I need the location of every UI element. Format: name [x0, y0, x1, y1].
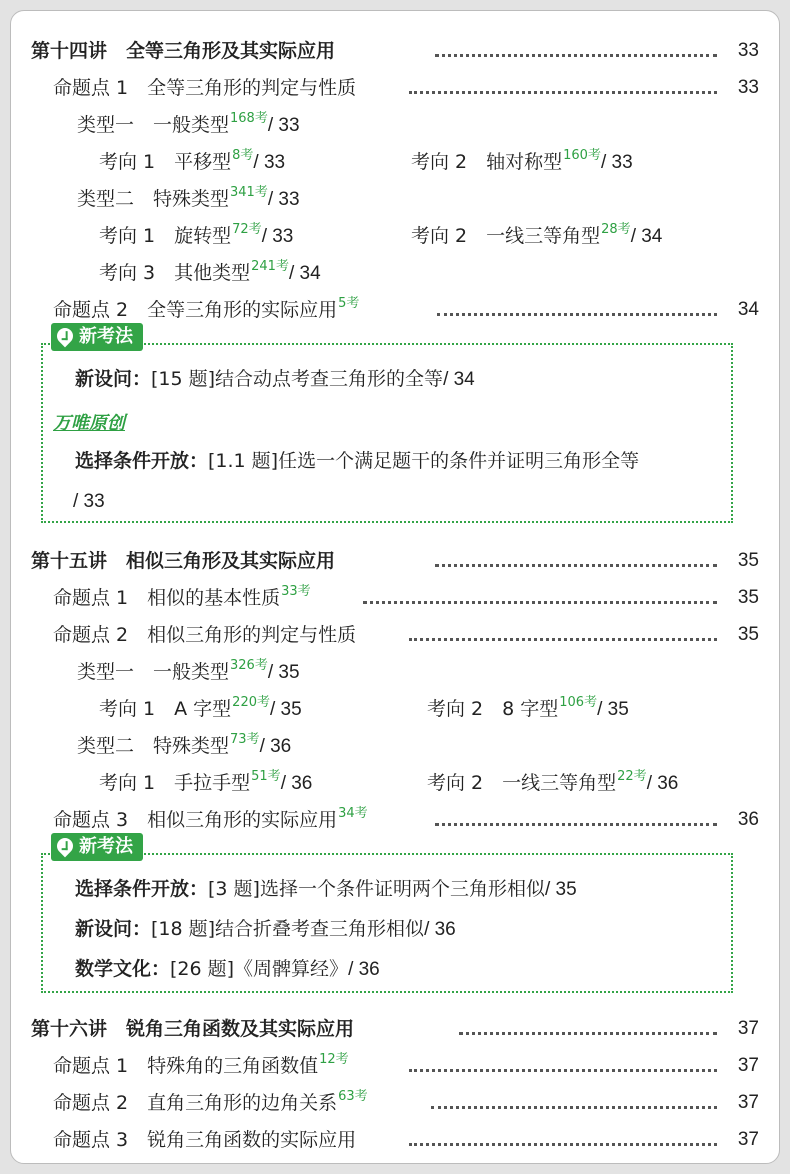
shield-check-icon [54, 325, 77, 348]
dot-leader [431, 1106, 717, 1109]
new-method-item[interactable] [75, 917, 456, 942]
page-ref: / 33 [73, 491, 105, 512]
page-ref: / 36 [348, 959, 380, 980]
toc-page [10, 10, 780, 1164]
ch16-point-2-row[interactable] [11, 1087, 781, 1121]
exam-count: 51考 [251, 769, 281, 784]
direction-label: 考向 1 手拉手型 [99, 772, 251, 794]
chapter-16-title: 第十六讲 锐角三角函数及其实际应用 [31, 1018, 355, 1040]
page-ref: / 36 [280, 773, 313, 794]
exam-count: 168考 [230, 111, 268, 126]
dot-leader [435, 564, 717, 567]
dot-leader [459, 1032, 717, 1035]
direction-label: 考向 2 一线三等角型 [427, 772, 617, 794]
ch14-point-1-row[interactable] [11, 72, 781, 106]
page-ref: / 35 [544, 879, 577, 900]
type-label: 类型二 特殊类型 [77, 735, 230, 757]
page-ref: / 36 [259, 736, 292, 757]
point-label: 命题点 1 特殊角的三角函数值 [53, 1055, 319, 1077]
tab-label: 新考法 [79, 326, 133, 347]
point-label: 命题点 2 相似三角形的判定与性质 [53, 624, 357, 646]
page-ref: / 33 [261, 226, 294, 247]
exam-count: 28考 [601, 222, 631, 237]
ch16-point-1-row[interactable] [11, 1050, 781, 1084]
exam-count: 73考 [230, 732, 260, 747]
chapter-14-title: 第十四讲 全等三角形及其实际应用 [31, 40, 336, 62]
item-key: 新设问： [75, 368, 152, 390]
exam-count: 5考 [338, 296, 360, 311]
page-number: 33 [737, 77, 759, 98]
item-key: 选择条件开放： [75, 878, 209, 900]
exam-count: 33考 [281, 584, 311, 599]
page-number: 35 [737, 587, 759, 608]
direction-label: 考向 1 平移型 [99, 151, 232, 173]
page-ref: / 33 [267, 115, 300, 136]
new-method-item[interactable] [75, 957, 380, 982]
page-ref: / 34 [630, 226, 663, 247]
page-number: 35 [737, 550, 759, 571]
page-number: 37 [737, 1129, 759, 1150]
original-content-label: 万唯原创 [53, 413, 125, 434]
shield-check-icon [54, 835, 77, 858]
new-method-item[interactable] [75, 449, 639, 473]
point-label: 命题点 1 相似的基本性质 [53, 587, 281, 609]
exam-count: 34考 [338, 806, 368, 821]
exam-count: 341考 [230, 185, 268, 200]
direction-label: 考向 3 其他类型 [99, 262, 251, 284]
page-ref: / 36 [424, 919, 456, 940]
exam-count: 22考 [617, 769, 647, 784]
page-number: 36 [737, 809, 759, 830]
exam-count: 326考 [230, 658, 268, 673]
ch15-type-1-directions-row[interactable] [11, 693, 781, 727]
new-method-item[interactable] [75, 367, 475, 392]
type-label: 类型一 一般类型 [77, 661, 230, 683]
exam-count: 160考 [563, 148, 601, 163]
ch14-type-2-directions-row[interactable] [11, 220, 781, 254]
page-ref: / 33 [267, 189, 300, 210]
ch15-type-1-row[interactable] [11, 656, 781, 690]
new-method-tab [51, 833, 143, 861]
page-ref: / 34 [443, 369, 475, 390]
exam-count: 106考 [559, 695, 598, 710]
direction-label: 考向 2 8 字型 [427, 698, 559, 720]
dot-leader [409, 1143, 717, 1146]
point-label: 命题点 2 全等三角形的实际应用 [53, 299, 338, 321]
exam-count: 8考 [232, 148, 254, 163]
exam-count: 72考 [232, 222, 262, 237]
page-ref: / 33 [253, 152, 286, 173]
dot-leader [409, 1069, 717, 1072]
dot-leader [437, 313, 717, 316]
point-label: 命题点 2 直角三角形的边角关系 [53, 1092, 338, 1114]
page-ref: / 34 [288, 263, 321, 284]
ch15-type-2-directions-row[interactable] [11, 767, 781, 801]
ch16-point-3-row[interactable] [11, 1124, 781, 1158]
page-number: 37 [737, 1092, 759, 1113]
type-label: 类型二 特殊类型 [77, 188, 230, 210]
item-key: 新设问： [75, 918, 152, 940]
chapter-15-row[interactable] [11, 545, 781, 579]
ch15-type-2-row[interactable] [11, 730, 781, 764]
exam-count: 241考 [251, 259, 289, 274]
ch14-type-1-directions-row[interactable] [11, 146, 781, 180]
dot-leader [435, 823, 717, 826]
page-number: 35 [737, 624, 759, 645]
direction-label: 考向 2 轴对称型 [411, 151, 563, 173]
item-text: [3 题]选择一个条件证明两个三角形相似 [208, 878, 545, 900]
point-label: 命题点 3 锐角三角函数的实际应用 [53, 1129, 357, 1151]
point-label: 命题点 3 相似三角形的实际应用 [53, 809, 338, 831]
chapter-16-row[interactable] [11, 1013, 781, 1047]
item-text: [1.1 题]任选一个满足题干的条件并证明三角形全等 [208, 450, 640, 472]
page-ref: / 36 [646, 773, 679, 794]
page-ref: / 35 [267, 662, 300, 683]
new-method-tab [51, 323, 143, 351]
page-ref: / 35 [597, 699, 629, 720]
point-label: 命题点 1 全等三角形的判定与性质 [53, 77, 357, 99]
item-text: [18 题]结合折叠考查三角形相似 [151, 918, 425, 940]
page-number: 34 [737, 299, 759, 320]
item-key: 数学文化： [75, 958, 171, 980]
page-number: 33 [737, 40, 759, 61]
exam-count: 63考 [338, 1089, 368, 1104]
item-key: 选择条件开放： [75, 450, 209, 472]
ch14-type-2-direction-3-row[interactable] [11, 257, 781, 291]
direction-label: 考向 2 一线三等角型 [411, 225, 601, 247]
direction-label: 考向 1 旋转型 [99, 225, 232, 247]
dot-leader [409, 91, 717, 94]
ch14-type-2-row[interactable] [11, 183, 781, 217]
new-method-item[interactable] [75, 877, 577, 902]
page-ref: / 35 [270, 699, 302, 720]
ch14-type-1-row[interactable] [11, 109, 781, 143]
tab-label: 新考法 [79, 836, 133, 857]
chapter-14-row[interactable] [11, 35, 781, 69]
exam-count: 220考 [232, 695, 270, 710]
item-text: [15 题]结合动点考查三角形的全等 [151, 368, 444, 390]
exam-count: 12考 [319, 1052, 349, 1067]
type-label: 类型一 一般类型 [77, 114, 230, 136]
page-number: 37 [737, 1018, 759, 1039]
ch15-point-1-row[interactable] [11, 582, 781, 616]
ch15-point-2-row[interactable] [11, 619, 781, 653]
new-method-item-page [73, 489, 105, 514]
direction-label: 考向 1 A 字型 [99, 698, 232, 720]
item-text: [26 题]《周髀算经》 [170, 958, 349, 980]
page-ref: / 33 [600, 152, 633, 173]
dot-leader [363, 601, 717, 604]
page-number: 37 [737, 1055, 759, 1076]
dot-leader [409, 638, 717, 641]
dot-leader [435, 54, 717, 57]
chapter-15-title: 第十五讲 相似三角形及其实际应用 [31, 550, 336, 572]
